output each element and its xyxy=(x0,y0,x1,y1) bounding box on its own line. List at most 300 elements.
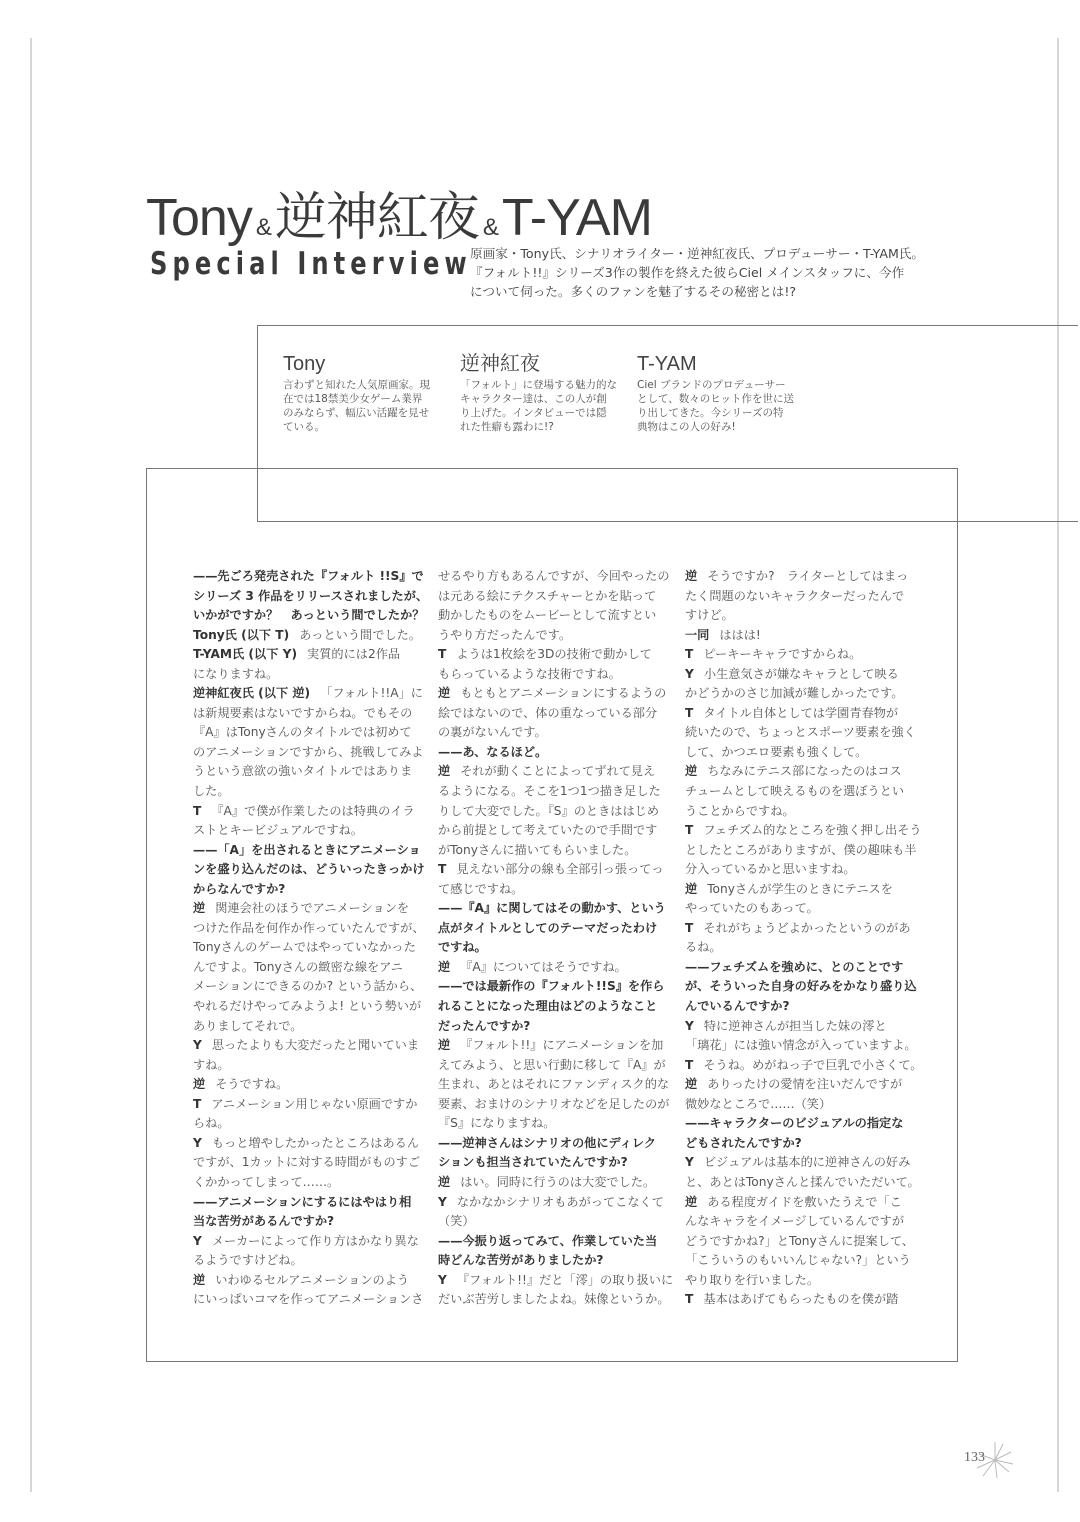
text-line xyxy=(438,684,670,704)
line-text: いわゆるセルアニメーションのよう xyxy=(215,1272,410,1287)
text-line xyxy=(193,723,425,743)
text-line xyxy=(193,567,425,587)
line-text: そうですね。 xyxy=(215,1077,289,1092)
speaker-label: T xyxy=(193,803,202,818)
text-line xyxy=(193,1212,425,1232)
text-line xyxy=(438,1251,670,1271)
speaker-answer xyxy=(685,919,917,958)
speaker-label: 逆 xyxy=(438,1038,451,1053)
line-text: それがちょうどよかったというのがあ xyxy=(703,920,911,935)
line-text: ——『A』に関してはその動かす、という xyxy=(438,901,666,916)
text-line xyxy=(193,606,425,626)
line-text: としたところがありますが、僕の趣味も半 xyxy=(685,842,917,857)
interviewer-question xyxy=(193,841,425,900)
text-line xyxy=(438,743,670,763)
text-line xyxy=(438,1134,670,1154)
line-text: るようになる。そこを1つ1つ描き足した xyxy=(438,784,661,799)
text-line xyxy=(685,997,917,1017)
text-line xyxy=(685,1114,917,1134)
profile-bio-line: 典物はこの人の好み! xyxy=(637,421,736,433)
profile-bio-line: として、数々のヒット作を世に送 xyxy=(637,393,794,405)
text-line xyxy=(685,665,917,685)
speaker-label: Y xyxy=(438,1194,447,1209)
text-line xyxy=(438,1056,670,1076)
speaker-label: T xyxy=(685,823,694,838)
speaker-answer xyxy=(438,684,670,743)
line-text: あっという間でした。 xyxy=(299,627,421,642)
text-line xyxy=(685,704,917,724)
line-text: 「璃花」には強い情念が入っていますよ。 xyxy=(685,1038,917,1053)
line-text: タイトル自体としては学園青春物が xyxy=(703,705,899,720)
text-line xyxy=(193,782,425,802)
line-text: ある程度ガイドを敷いたうえで「こ xyxy=(707,1194,902,1209)
speaker-answer xyxy=(685,1153,920,1192)
line-text: ストとキービジュアルですね。 xyxy=(193,823,363,838)
text-line xyxy=(193,1290,425,1310)
text-column-1 xyxy=(193,567,429,1310)
text-line xyxy=(438,723,670,743)
speaker-answer xyxy=(685,821,922,880)
speaker-answer xyxy=(438,1271,674,1310)
line-text: ——アニメーションにするにはやはり相 xyxy=(193,1194,412,1209)
text-line xyxy=(438,802,670,822)
line-text: ピーキーキャラですからね。 xyxy=(703,647,862,662)
article-subtitle: Special Interview xyxy=(150,246,472,282)
line-text: るね。 xyxy=(685,940,722,955)
text-line xyxy=(438,860,670,880)
text-line xyxy=(685,684,917,704)
text-line xyxy=(438,1153,670,1173)
line-text: ですが、1カットに対する時間がものすご xyxy=(193,1155,421,1170)
line-text: いかがですか？ あっという間でしたか？ xyxy=(193,608,425,623)
line-text: 基本はあげてもらったものを僕が踏 xyxy=(703,1292,899,1307)
text-line xyxy=(685,626,917,646)
line-text: もらっているような技術ですね。 xyxy=(438,666,621,681)
speaker-label: 逆 xyxy=(685,569,698,583)
line-text: るようですけどね。 xyxy=(193,1253,303,1268)
text-line xyxy=(193,1251,425,1271)
line-text: ——キャラクターのビジュアルの指定な xyxy=(685,1116,904,1131)
text-line xyxy=(193,1271,425,1291)
line-text: 『A』はTonyさんのタイトルでは初めて xyxy=(193,725,412,740)
text-line xyxy=(438,704,670,724)
speaker-answer xyxy=(685,1017,917,1056)
text-line xyxy=(193,880,425,900)
line-text: ——逆神さんはシナリオの他にディレク xyxy=(438,1135,657,1150)
profile-bio-line: り出してきた。今シリーズの特 xyxy=(637,407,784,419)
speaker-label: T xyxy=(685,647,694,662)
text-line xyxy=(193,587,429,607)
speaker-answer xyxy=(193,1271,425,1310)
line-text: はい。同時に行うのは大変でした。 xyxy=(460,1174,656,1189)
speaker-label: Y xyxy=(438,1272,447,1287)
speaker-answer xyxy=(193,802,425,841)
text-line xyxy=(685,938,917,958)
intro-text xyxy=(470,244,924,301)
speaker-answer xyxy=(438,1036,670,1134)
text-line xyxy=(438,821,670,841)
line-text: 微妙なところで……（笑） xyxy=(685,1096,832,1111)
text-line xyxy=(685,802,917,822)
profile-1 xyxy=(460,352,625,434)
line-text: くかかってしまって……。 xyxy=(193,1174,340,1189)
line-text: やっていたのもあって。 xyxy=(685,901,819,916)
speaker-answer xyxy=(685,704,917,763)
speaker-answer xyxy=(193,1134,425,1193)
text-line xyxy=(685,1290,917,1310)
speaker-answer xyxy=(685,665,917,704)
line-text: 当な苦労があるんですか? xyxy=(193,1214,335,1229)
profile-bio xyxy=(637,378,802,434)
line-text: ——あ、なるほど。 xyxy=(438,744,548,759)
profile-name: T-YAM xyxy=(637,353,697,375)
text-line xyxy=(438,1114,670,1134)
line-text: は新規要素はないですからね。でもその xyxy=(193,705,413,720)
line-text: 絵ではないので、体の重なっている部分 xyxy=(438,705,658,720)
line-text: ションも担当されていたんですか? xyxy=(438,1155,628,1170)
profile-2 xyxy=(637,352,802,434)
text-line xyxy=(685,762,917,782)
line-text: 関連会社のほうでアニメーションを xyxy=(215,901,410,916)
text-line xyxy=(438,1173,670,1193)
text-line xyxy=(438,841,670,861)
line-text: シリーズ 3 作品をリリースされましたが、 xyxy=(193,588,429,603)
profile-bio-line: キャラクター達は、この人が創 xyxy=(460,393,607,405)
line-text: アニメーション用じゃない原画ですか xyxy=(211,1096,418,1111)
line-text: メーションにできるのか? という話から、 xyxy=(193,979,423,994)
line-text: やり取りを行いました。 xyxy=(685,1272,820,1287)
speaker-label: 逆 xyxy=(685,1077,698,1092)
line-text: 分入っているかと思いますね。 xyxy=(685,862,856,877)
line-text: りして大変でした。『S』のときははじめ xyxy=(438,803,660,818)
line-text: ——「A」を出されるときにアニメーショ xyxy=(193,842,421,857)
speaker-label: 逆 xyxy=(685,764,698,779)
line-text: 「こういうのもいいんじゃない?」という xyxy=(685,1253,911,1268)
line-text: だったんですか? xyxy=(438,1018,531,1033)
profile-bio-line: Ciel ブランドのプロデューサー xyxy=(637,379,786,391)
interviewer-question xyxy=(193,567,429,626)
text-line xyxy=(193,762,425,782)
interviewer-question xyxy=(438,977,670,1036)
speaker-answer xyxy=(685,567,917,626)
line-text: は元ある絵にテクスチャーとかを貼って xyxy=(438,588,657,603)
line-text: ——先ごろ発売された『フォルト !!S』で xyxy=(193,569,424,583)
line-text: 『A』で僕が作業したのは特典のイラ xyxy=(211,803,415,818)
text-line xyxy=(193,743,425,763)
speaker-answer xyxy=(438,1193,670,1232)
text-line xyxy=(438,1271,674,1291)
text-line xyxy=(685,606,917,626)
text-line xyxy=(685,899,917,919)
speaker-label: 一同 xyxy=(685,627,710,642)
text-line xyxy=(685,1056,923,1076)
line-text: 『フォルト!!』だと「澪」の取り扱いに xyxy=(456,1272,674,1287)
text-column-3 xyxy=(685,567,923,1310)
text-line xyxy=(193,802,425,822)
profile-bio-line: 言わずと知れた人気原画家。現 xyxy=(283,379,430,391)
profile-bio xyxy=(283,378,448,434)
profile-bio-line: ている。 xyxy=(283,421,325,433)
profile-bio xyxy=(460,378,625,434)
speaker-label: 逆 xyxy=(438,764,451,779)
interviewer-question xyxy=(685,1114,917,1153)
line-text: 実質的には2作品 xyxy=(307,647,401,662)
line-text: （笑） xyxy=(438,1214,475,1229)
speaker-label: 逆 xyxy=(438,1174,451,1189)
speaker-label: T xyxy=(438,862,447,877)
profile-bio-line: 在では18禁美少女ゲーム業界 xyxy=(283,393,423,405)
speaker-label: T xyxy=(685,1057,694,1072)
line-text: ——では最新作の『フォルト!!S』を作ら xyxy=(438,979,665,994)
line-text: になりますね。 xyxy=(193,666,279,681)
interviewer-question xyxy=(438,899,670,958)
speaker-label: 逆 xyxy=(438,959,451,974)
text-line xyxy=(193,899,425,919)
line-text: やれるだけやってみようよ! という勢いが xyxy=(193,999,422,1014)
text-line xyxy=(438,880,670,900)
text-line xyxy=(193,958,425,978)
line-text: そうですか? ライターとしてはまっ xyxy=(707,569,909,583)
text-line xyxy=(685,1212,917,1232)
text-line xyxy=(193,1193,425,1213)
speaker-answer xyxy=(438,1173,670,1193)
line-text: フェチズム的なところを強く押し出そう xyxy=(703,823,922,838)
speaker-label: T xyxy=(438,647,447,662)
speaker-answer xyxy=(193,1036,425,1075)
speaker-label: Y xyxy=(193,1038,202,1053)
text-line xyxy=(193,821,425,841)
interviewer-question xyxy=(685,958,917,1017)
line-text: 要素、おまけのシナリオなどを足したのが xyxy=(438,1096,670,1111)
text-line xyxy=(438,1290,670,1310)
text-line xyxy=(438,782,670,802)
line-text: の裏がないんです。 xyxy=(438,725,547,740)
line-text: から前提として考えていたので手間です xyxy=(438,823,658,838)
line-text: うという意欲の強いタイトルではありま xyxy=(193,764,413,779)
speaker-answer xyxy=(193,1075,425,1095)
text-line xyxy=(685,587,917,607)
line-text: Tonyさんが学生のときにテニスを xyxy=(707,881,893,896)
speaker-answer xyxy=(685,762,917,821)
line-text: うやり方だったんです。 xyxy=(438,627,572,642)
text-line xyxy=(193,626,425,646)
speaker-answer xyxy=(438,762,670,860)
speaker-label: Y xyxy=(193,1233,202,1248)
text-line xyxy=(193,1095,425,1115)
text-line xyxy=(685,919,917,939)
text-line xyxy=(193,1056,425,1076)
interviewer-question xyxy=(438,743,670,763)
text-line xyxy=(685,743,917,763)
interviewer-question xyxy=(193,1193,425,1232)
text-line xyxy=(438,606,670,626)
line-text: して、かつエロ要素も強くして。 xyxy=(685,744,868,759)
speaker-answer xyxy=(438,958,670,978)
line-text: ——今振り返ってみて、作業していた当 xyxy=(438,1233,658,1248)
line-text: と、あとはTonyさんと揉んでいただいて。 xyxy=(685,1174,920,1189)
text-line xyxy=(685,723,917,743)
text-line xyxy=(438,587,670,607)
speaker-answer xyxy=(685,626,917,646)
text-line xyxy=(193,1036,425,1056)
text-line xyxy=(685,1095,917,1115)
line-text: そうね。めがねっ子で巨乳で小さくて。 xyxy=(703,1057,923,1072)
text-line xyxy=(193,919,425,939)
text-line xyxy=(193,1134,425,1154)
text-line xyxy=(685,841,917,861)
line-text: んなキャラをイメージしているんですが xyxy=(685,1214,905,1229)
text-line xyxy=(193,1114,425,1134)
speaker-label: T xyxy=(193,1096,202,1111)
text-line xyxy=(438,1212,670,1232)
speaker-label: Y xyxy=(685,1018,694,1033)
line-text: 見えない部分の線も全部引っ張ってっ xyxy=(456,862,664,877)
speaker-label: 逆 xyxy=(193,1077,206,1092)
line-text: ですね。 xyxy=(438,940,487,955)
speaker-answer xyxy=(685,645,917,665)
line-text: かどうかのさじ加減が難しかったです。 xyxy=(685,686,904,701)
speaker-answer xyxy=(438,860,670,899)
line-text: チュームとして映えるものを選ぼうとい xyxy=(685,784,905,799)
text-line xyxy=(685,1232,917,1252)
speaker-answer xyxy=(685,1290,917,1310)
line-text: ありましてそれで。 xyxy=(193,1018,303,1033)
text-line xyxy=(685,880,917,900)
page-edge-right xyxy=(1057,38,1059,1492)
line-text: ちなみにテニス部になったのはコス xyxy=(707,764,902,779)
text-line xyxy=(193,684,425,704)
speaker-answer xyxy=(438,567,670,645)
profile-bio-line: り上げた。インタビューでは隠 xyxy=(460,407,607,419)
text-line xyxy=(438,938,670,958)
line-text: した。 xyxy=(193,784,230,799)
text-line xyxy=(193,1153,425,1173)
profile-bio-line: のみならず、幅広い活躍を見せ xyxy=(283,407,430,419)
speaker-answer xyxy=(685,880,917,919)
line-text: なかなかシナリオもあがってこなくて xyxy=(456,1194,664,1209)
line-text: 特に逆神さんが担当した妹の澪と xyxy=(703,1018,887,1033)
title-name-sakagami: 逆神紅夜 xyxy=(274,189,479,247)
line-text: せるやり方もあるんですが、今回やったの xyxy=(438,569,670,583)
text-line xyxy=(438,919,670,939)
speaker-label: T xyxy=(685,920,694,935)
text-line xyxy=(685,821,922,841)
speaker-label: 逆神紅夜氏 (以下 逆) xyxy=(193,686,311,701)
profile-bio-line: 「フォルト」に登場する魅力的な xyxy=(460,379,617,391)
text-line xyxy=(685,1251,917,1271)
text-line xyxy=(685,782,917,802)
line-text: 生まれ、あとはそれにファンディスク的な xyxy=(438,1077,670,1092)
speaker-answer xyxy=(193,1095,425,1134)
text-column-2 xyxy=(438,567,674,1310)
line-text: どうですかね?」とTonyさんに提案して、 xyxy=(685,1233,914,1248)
text-line xyxy=(193,1075,425,1095)
line-text: 点がタイトルとしてのテーマだったわけ xyxy=(438,920,658,935)
text-line xyxy=(685,1271,917,1291)
line-text: らね。 xyxy=(193,1116,230,1131)
speaker-label: T xyxy=(685,705,694,720)
text-line xyxy=(438,899,670,919)
text-line xyxy=(438,1193,670,1213)
text-line xyxy=(193,645,425,665)
speaker-answer xyxy=(685,1075,917,1114)
text-line xyxy=(685,977,917,997)
text-line xyxy=(193,1173,425,1193)
text-line xyxy=(685,1036,917,1056)
line-text: ビジュアルは基本的に逆神さんの好み xyxy=(703,1155,911,1170)
line-text: ようは1枚絵を3Dの技術で動かして xyxy=(456,647,652,662)
line-text: 時どんな苦労がありましたか? xyxy=(438,1253,604,1268)
speaker-label: 逆 xyxy=(438,686,451,701)
text-line xyxy=(438,1232,670,1252)
title-ampersand: & xyxy=(255,214,271,241)
text-line xyxy=(193,1017,425,1037)
page-number: 133 xyxy=(964,1450,985,1465)
text-line xyxy=(438,1017,670,1037)
line-text: すけど。 xyxy=(685,608,734,623)
line-text: が、そういった自身の好みをかなり盛り込 xyxy=(685,979,917,994)
line-text: もっと増やしたかったところはあるん xyxy=(211,1135,420,1150)
speaker-label: Tony氏 (以下 T) xyxy=(193,627,290,642)
speaker-answer xyxy=(685,1056,923,1076)
line-text: がTonyさんに描いてもらいました。 xyxy=(438,842,637,857)
line-text: メーカーによって作り方はかなり異な xyxy=(211,1233,419,1248)
line-text: えてみよう、と思い行動に移して『A』が xyxy=(438,1057,666,1072)
speaker-label: 逆 xyxy=(685,881,698,896)
line-text: のアニメーションですから、挑戦してみよ xyxy=(193,744,424,759)
text-line xyxy=(193,1232,425,1252)
text-line xyxy=(193,997,425,1017)
speaker-answer xyxy=(193,684,425,801)
line-text: ——フェチズムを強めに、とのことです xyxy=(685,959,904,974)
text-line xyxy=(685,958,917,978)
title-name-tyam: T-YAM xyxy=(501,189,652,247)
speaker-answer xyxy=(193,899,425,1036)
line-text: 小生意気さが嫌なキャラとして映る xyxy=(703,666,899,681)
text-line xyxy=(438,1075,670,1095)
text-line xyxy=(685,1075,917,1095)
text-line xyxy=(438,567,670,587)
speaker-label: T xyxy=(685,1292,694,1307)
speaker-answer xyxy=(193,645,425,684)
text-line xyxy=(193,704,425,724)
text-line xyxy=(193,665,425,685)
speaker-label: Y xyxy=(685,1155,694,1170)
text-line xyxy=(438,958,670,978)
line-text: 思ったよりも大変だったと聞いていま xyxy=(211,1038,420,1053)
text-line xyxy=(438,977,670,997)
line-text: れることになった理由はどのようなこと xyxy=(438,999,658,1014)
line-text: ありったけの愛情を注いだんですが xyxy=(707,1077,903,1092)
profile-bio-line: れた性癖も露わに!? xyxy=(460,421,554,433)
intro-line: 原画家・Tony氏、シナリオライター・逆神紅夜氏、プロデューサー・T-YAM氏。 xyxy=(470,246,924,261)
interviewer-question xyxy=(438,1232,670,1271)
title-ampersand: & xyxy=(482,214,498,241)
title-name-tony: Tony xyxy=(146,189,252,247)
line-text: どもされたんですか? xyxy=(685,1135,802,1150)
line-text: だいぶ苦労しましたよね。妹像というか。 xyxy=(438,1292,670,1307)
line-text: からなんですか? xyxy=(193,881,286,896)
text-line xyxy=(438,997,670,1017)
line-text: たく問題のないキャラクターだったんで xyxy=(685,588,905,603)
speaker-label: 逆 xyxy=(193,1272,206,1287)
line-text: 『A』についてはそうですね。 xyxy=(460,959,627,974)
text-line xyxy=(438,626,670,646)
text-line xyxy=(438,665,670,685)
speaker-label: Y xyxy=(193,1135,202,1150)
text-line xyxy=(193,977,425,997)
line-text: うことからですね。 xyxy=(685,803,795,818)
